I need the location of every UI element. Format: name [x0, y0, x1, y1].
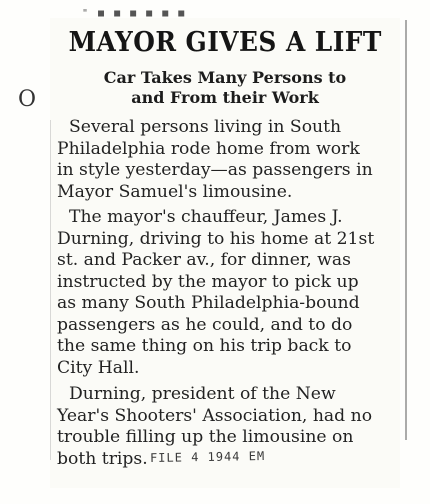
file-stamp: FILE 4 1944 EM: [149, 448, 266, 466]
paragraph-1: [57, 117, 407, 203]
headline: MAYOR GIVES A LIFT: [68, 27, 382, 58]
margin-mark: O: [18, 87, 37, 112]
subhead-line-2: and From their Work: [131, 88, 319, 107]
paragraph-line: the same thing on his trip back to: [57, 336, 352, 356]
subhead-line-1: Car Takes Many Persons to: [103, 68, 347, 87]
left-edge-shadow: [50, 120, 51, 460]
paragraph-line: City Hall.: [57, 357, 140, 378]
paragraph-line: instructed by the mayor to pick up: [57, 271, 359, 292]
paragraph-line: Several persons living in South: [69, 117, 342, 137]
paragraph-2: [57, 207, 407, 379]
paragraph-line: in style yesterday—as passengers in: [57, 160, 373, 180]
paragraph-line: Year's Shooters' Association, had no: [57, 405, 373, 426]
paragraph-line: passengers as he could, and to do: [57, 314, 353, 335]
paragraph-line: Mayor Samuel's limousine.: [57, 181, 293, 202]
paragraph-line: Durning, driving to his home at 21st: [57, 228, 375, 249]
paragraph-line: as many South Philadelphia-bound: [57, 293, 360, 313]
paragraph-line: trouble filling up the limousine on: [57, 427, 354, 447]
paragraph-line: The mayor's chauffeur, James J.: [69, 207, 343, 227]
paragraph-line: both trips.: [57, 448, 148, 469]
paragraph-line: st. and Packer av., for dinner, was: [57, 250, 351, 270]
paragraph-line: Philadelphia rode home from work: [57, 138, 360, 159]
paragraph-line: Durning, president of the New: [69, 384, 336, 404]
top-marks: " ■ ■ ■ ■ ■ ■: [82, 8, 187, 19]
